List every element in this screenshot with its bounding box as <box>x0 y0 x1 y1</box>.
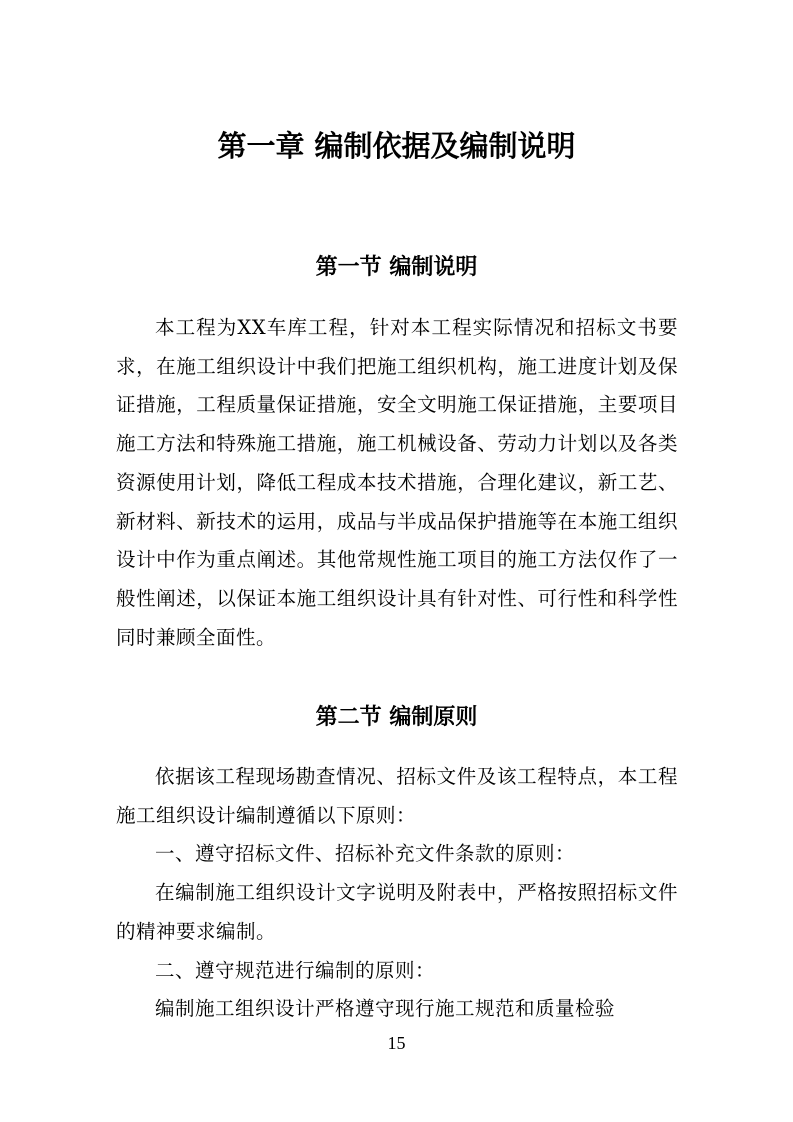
paragraph: 一、遵守招标文件、招标补充文件条款的原则： <box>155 842 576 866</box>
section-title-compilation-notes: 第一节 编制说明 <box>315 255 478 280</box>
paragraph: 在编制施工组织设计文字说明及附表中，严格按照招标文件的精神要求编制。 <box>116 881 678 943</box>
chapter-title: 第一章 编制依据及编制说明 <box>217 129 576 163</box>
page-number: 15 <box>387 1033 406 1053</box>
paragraph: 依据该工程现场勘查情况、招标文件及该工程特点，本工程施工组织设计编制遵循以下原则： <box>116 765 678 827</box>
paragraph: 本工程为XX车库工程，针对本工程实际情况和招标文书要求，在施工组织设计中我们把施工组织机构，施工进度计划及保证措施，工程质量保证措施，安全文明施工保证措施，主要项目施工方法和特殊施工措施，施工机械设备、劳动力计划以及各类资源使用计划，降低工程成本技术措施，合理化建议，新工艺、新材料、新技术的运用，成品与半成品保护措施等在本施工组织设计中作为重点阐述。其他常规性施工项目的施工方法仅作了一般性阐述，以保证本施工组织设计具有针对性、可行性和科学性同时兼顾全面性。 <box>116 316 678 649</box>
paragraph: 二、遵守规范进行编制的原则： <box>155 958 436 982</box>
section-body-compilation-principles <box>116 758 678 1029</box>
section-title-compilation-principles: 第二节 编制原则 <box>315 705 478 730</box>
section-body-compilation-notes <box>116 309 678 657</box>
paragraph: 编制施工组织设计严格遵守现行施工规范和质量检验 <box>155 997 616 1021</box>
